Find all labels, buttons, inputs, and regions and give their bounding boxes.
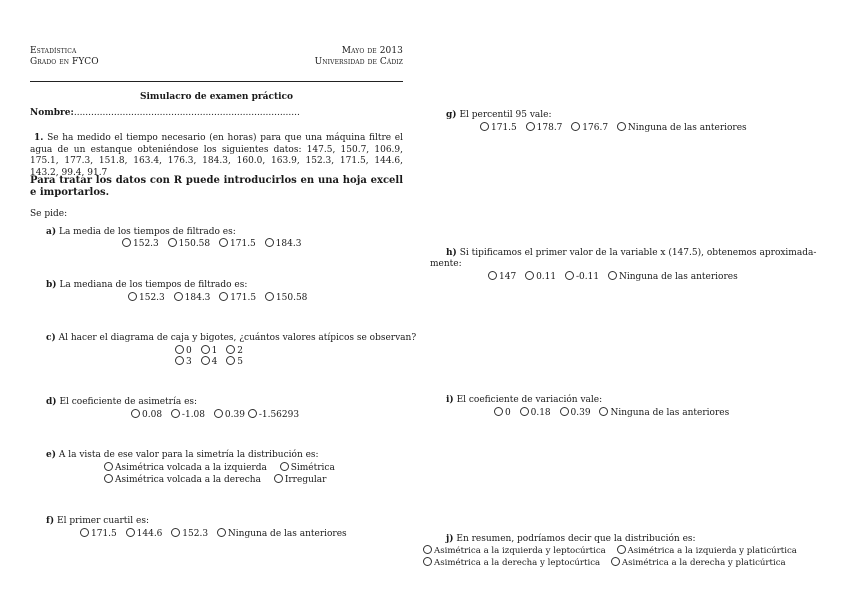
radio-icon[interactable] [526,122,535,131]
option-i-1[interactable]: 0 [494,407,511,418]
radio-icon[interactable] [248,409,257,418]
radio-icon[interactable] [423,557,432,566]
radio-icon[interactable] [201,356,210,365]
name-label: Nombre: [30,108,74,118]
option-e-1[interactable]: Asimétrica volcada a la izquierda [104,462,267,473]
option-d-4[interactable]: -1.56293 [248,409,299,420]
radio-icon[interactable] [219,238,228,247]
question-c-options-row2 [175,356,249,367]
option-g-4[interactable]: Ninguna de las anteriores [617,122,747,133]
question-b-options [128,292,313,303]
option-c-3[interactable]: 3 [175,356,192,367]
problem-statement [30,133,403,179]
question-j-letter: j) [446,534,454,544]
radio-icon[interactable] [104,474,113,483]
header-subject: Estadística [30,46,77,56]
radio-icon[interactable] [565,271,574,280]
question-f-text: El primer cuartil es: [57,516,150,526]
option-e-2[interactable]: Simétrica [280,462,335,473]
option-d-2[interactable]: -1.08 [171,409,205,420]
question-i-text: El coeficiente de variación vale: [456,395,603,405]
radio-icon[interactable] [617,545,626,554]
se-pide-label: Se pide: [30,209,68,219]
option-a-2[interactable]: 150.58 [168,238,211,249]
radio-icon[interactable] [122,238,131,247]
option-h-4[interactable]: Ninguna de las anteriores [608,271,738,282]
radio-icon[interactable] [599,407,608,416]
option-e-3[interactable]: Asimétrica volcada a la derecha [104,474,261,485]
question-f-options [80,528,353,539]
radio-icon[interactable] [265,292,274,301]
radio-icon[interactable] [201,345,210,354]
question-f-letter: f) [46,516,55,526]
radio-icon[interactable] [494,407,503,416]
question-h-letter: h) [446,248,457,258]
question-i [446,395,602,407]
option-b-3[interactable]: 171.5 [219,292,256,303]
question-h-options [488,271,744,282]
option-i-2[interactable]: 0.18 [520,407,551,418]
option-a-1[interactable]: 152.3 [122,238,159,249]
radio-icon[interactable] [617,122,626,131]
question-g [446,110,552,122]
question-a [46,227,236,239]
option-h-3[interactable]: -0.11 [565,271,599,282]
question-c [46,333,416,345]
question-g-text: El percentil 95 vale: [459,110,552,120]
header-rule [30,81,403,82]
radio-icon[interactable] [608,271,617,280]
header-degree: Grado en FYCO [30,57,99,67]
question-h [446,248,816,260]
problem-number: 1. [34,133,44,143]
radio-icon[interactable] [226,356,235,365]
question-b-letter: b) [46,280,57,290]
option-g-2[interactable]: 178.7 [526,122,563,133]
radio-icon[interactable] [128,292,137,301]
question-h-text-cont: mente: [430,259,462,269]
option-c-4[interactable]: 4 [201,356,218,367]
option-d-3[interactable]: 0.39 [214,409,245,420]
option-j-1[interactable]: Asimétrica a la izquierda y leptocúrtica [423,545,606,556]
header-university: Universidad de Cádiz [314,57,403,67]
question-j-text: En resumen, podríamos decir que la distribución es: [456,534,696,544]
option-c-2[interactable]: 2 [226,345,243,356]
name-field[interactable] [30,108,403,118]
radio-icon[interactable] [175,345,184,354]
question-j [446,534,696,546]
question-c-text: Al hacer el diagrama de caja y bigotes, ¿cuántos valores atípicos se observan? [58,333,417,343]
radio-icon[interactable] [171,528,180,537]
problem-note: Para tratar los datos con R puede introducirlos en una hoja excell e importarlos. [30,175,403,198]
question-a-text: La media de los tiempos de filtrado es: [58,227,236,237]
option-j-3[interactable]: Asimétrica a la derecha y leptocúrtica [423,557,600,568]
option-i-4[interactable]: Ninguna de las anteriores [599,407,729,418]
option-e-4[interactable]: Irregular [274,474,327,485]
page-title: Simulacro de examen práctico [140,92,293,102]
name-dots: ............................................................................... [73,108,300,118]
option-f-3[interactable]: 152.3 [171,528,208,539]
radio-icon[interactable] [104,462,113,471]
option-h-2[interactable]: 0.11 [525,271,556,282]
question-h-text: Si tipificamos el primer valor de la variable x (147.5), obtenemos aproximada- [459,248,817,258]
question-i-options [494,407,735,418]
radio-icon[interactable] [219,292,228,301]
radio-icon[interactable] [174,292,183,301]
question-i-letter: i) [446,395,454,405]
question-d-options [131,409,305,420]
radio-icon[interactable] [280,462,289,471]
radio-icon[interactable] [488,271,497,280]
question-d-text: El coeficiente de asimetría es: [59,397,198,407]
option-f-2[interactable]: 144.6 [126,528,163,539]
radio-icon[interactable] [611,557,620,566]
question-d-letter: d) [46,397,57,407]
question-e-options-row1 [104,462,341,473]
question-c-letter: c) [46,333,56,343]
option-h-1[interactable]: 147 [488,271,516,282]
question-j-options-row1 [423,545,797,556]
radio-icon[interactable] [175,356,184,365]
option-i-3[interactable]: 0.39 [560,407,591,418]
question-e-letter: e) [46,450,56,460]
question-g-options [480,122,753,133]
radio-icon[interactable] [423,545,432,554]
option-a-4[interactable]: 184.3 [265,238,302,249]
radio-icon[interactable] [560,407,569,416]
radio-icon[interactable] [126,528,135,537]
question-g-letter: g) [446,110,457,120]
option-j-2[interactable]: Asimétrica a la izquierda y platicúrtica [617,545,797,556]
option-c-5[interactable]: 5 [226,356,243,367]
radio-icon[interactable] [80,528,89,537]
question-a-letter: a) [46,227,57,237]
option-g-1[interactable]: 171.5 [480,122,517,133]
radio-icon[interactable] [171,409,180,418]
radio-icon[interactable] [131,409,140,418]
question-f [46,516,149,528]
option-b-4[interactable]: 150.58 [265,292,308,303]
option-b-2[interactable]: 184.3 [174,292,211,303]
option-j-4[interactable]: Asimétrica a la derecha y platicúrtica [611,557,786,568]
problem-text: Se ha medido el tiempo necesario (en horas) para que una máquina filtre el agua de un estanque obteniéndose los siguientes datos: 147.5, 150.7, 106.9, 175.1, 177.3, 151.8, 163.4, 176.3, 184.3, 160.0, 163.9, 152.3, 171.5, 144.6, 143.2, 99.4, 91.7 [30,133,403,178]
radio-icon[interactable] [214,409,223,418]
radio-icon[interactable] [265,238,274,247]
option-c-0[interactable]: 0 [175,345,192,356]
option-c-1[interactable]: 1 [201,345,218,356]
question-d [46,397,197,409]
question-c-options-row1 [175,345,249,356]
question-e-text: A la vista de ese valor para la simetría la distribución es: [58,450,319,460]
radio-icon[interactable] [274,474,283,483]
option-g-3[interactable]: 176.7 [571,122,608,133]
radio-icon[interactable] [168,238,177,247]
option-b-1[interactable]: 152.3 [128,292,165,303]
question-b-text: La mediana de los tiempos de filtrado es: [59,280,248,290]
question-a-options [122,238,307,249]
radio-icon[interactable] [520,407,529,416]
question-b [46,280,247,292]
header-date: Mayo de 2013 [341,46,403,56]
question-j-options-row2 [423,557,786,568]
option-d-1[interactable]: 0.08 [131,409,162,420]
radio-icon[interactable] [217,528,226,537]
question-e-options-row2 [104,474,332,485]
question-e [46,450,319,462]
option-f-1[interactable]: 171.5 [80,528,117,539]
option-a-3[interactable]: 171.5 [219,238,256,249]
radio-icon[interactable] [480,122,489,131]
radio-icon[interactable] [571,122,580,131]
option-f-4[interactable]: Ninguna de las anteriores [217,528,347,539]
radio-icon[interactable] [226,345,235,354]
radio-icon[interactable] [525,271,534,280]
